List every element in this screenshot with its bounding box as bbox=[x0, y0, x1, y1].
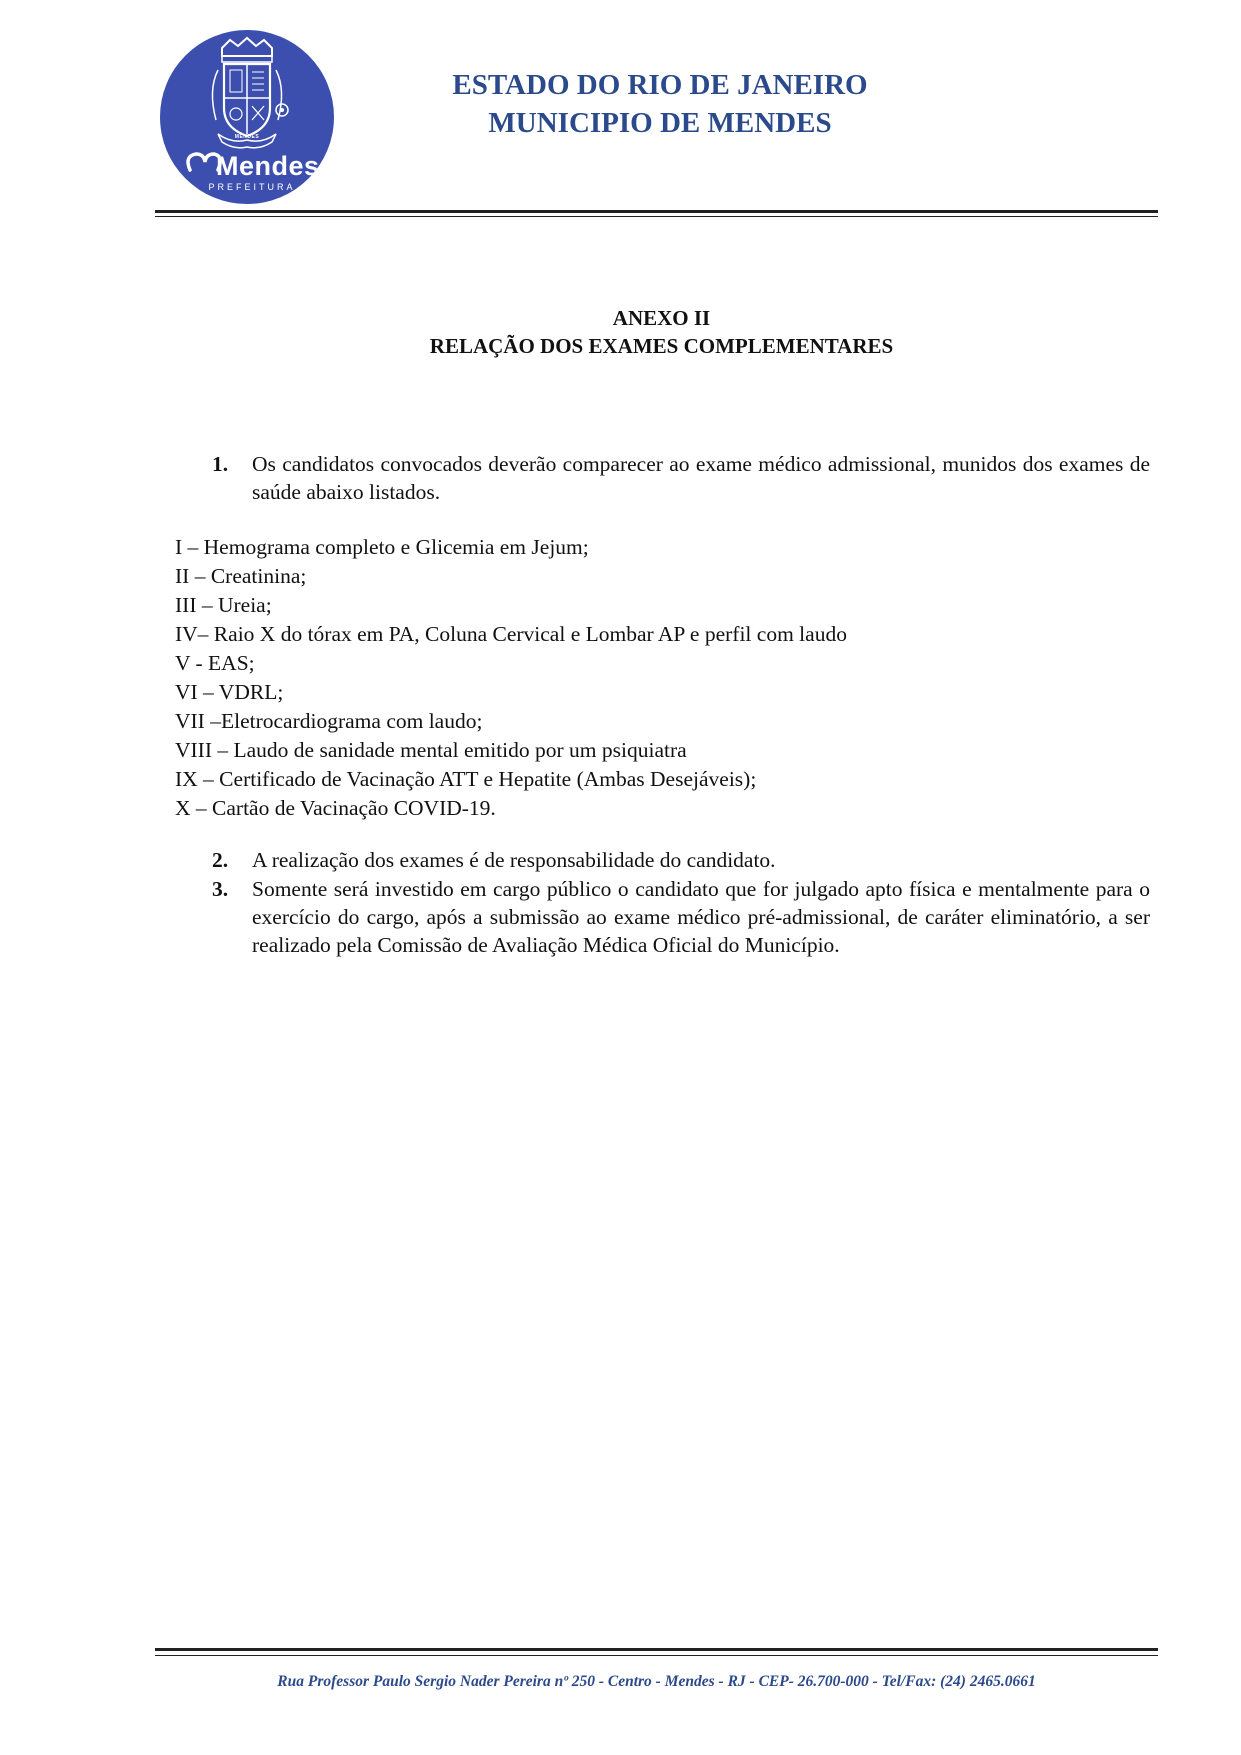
exam-item: IV– Raio X do tórax em PA, Coluna Cervical e Lombar AP e perfil com laudo bbox=[175, 622, 847, 646]
footer-divider-thin bbox=[155, 1655, 1158, 1656]
municipality-name: MUNICIPIO DE MENDES bbox=[488, 107, 832, 139]
exam-item: IX – Certificado de Vacinação ATT e Hepatite (Ambas Desejáveis); bbox=[175, 767, 757, 791]
exam-list bbox=[175, 533, 1135, 823]
numbered-item-3 bbox=[212, 875, 1150, 959]
exam-item: VIII – Laudo de sanidade mental emitido por um psiquiatra bbox=[175, 738, 687, 762]
exam-item: II – Creatinina; bbox=[175, 564, 307, 588]
numbered-item-2 bbox=[212, 846, 1150, 874]
logo-wordmark: Mendes bbox=[216, 151, 320, 181]
annex-title: RELAÇÃO DOS EXAMES COMPLEMENTARES bbox=[429, 334, 894, 358]
item-text: Somente será investido em cargo público o candidato que for julgado apto física e mentalmente para o exercício do cargo, após a submissão ao exame médico pré-admissional, de caráter eliminatório, a ser realizado pela Comissão de Avaliação Médica Oficial do Município. bbox=[252, 877, 1150, 957]
footer-address: Rua Professor Paulo Sergio Nader Pereira nº 250 - Centro - Mendes - RJ - CEP- 26.700-000 - Tel/Fax: (24) 2465.0661 bbox=[277, 1673, 1036, 1690]
header-divider-thick bbox=[155, 210, 1158, 213]
header-divider-thin bbox=[155, 216, 1158, 217]
item-text: A realização dos exames é de responsabilidade do candidato. bbox=[252, 848, 776, 872]
item-number: 2. bbox=[212, 848, 229, 872]
numbered-item-1 bbox=[212, 450, 1150, 506]
logo-scroll-text: MENDES bbox=[234, 134, 260, 140]
exam-item: I – Hemograma completo e Glicemia em Jejum; bbox=[175, 535, 589, 559]
item-number: 1. bbox=[212, 452, 229, 476]
exam-item: X – Cartão de Vacinação COVID-19. bbox=[175, 796, 496, 820]
item-number: 3. bbox=[212, 877, 229, 901]
footer-divider-thick bbox=[155, 1648, 1158, 1651]
exam-item: III – Ureia; bbox=[175, 593, 272, 617]
exam-item: VII –Eletrocardiograma com laudo; bbox=[175, 709, 483, 733]
state-name: ESTADO DO RIO DE JANEIRO bbox=[452, 69, 868, 101]
exam-item: VI – VDRL; bbox=[175, 680, 284, 704]
logo-subtitle: PREFEITURA bbox=[208, 182, 296, 192]
exam-item: V - EAS; bbox=[175, 651, 255, 675]
header-title bbox=[380, 66, 940, 142]
annex-number: ANEXO II bbox=[612, 306, 711, 330]
prefeitura-logo bbox=[160, 30, 334, 204]
item-text: Os candidatos convocados deverão comparecer ao exame médico admissional, munidos dos exames de saúde abaixo listados. bbox=[252, 452, 1150, 504]
